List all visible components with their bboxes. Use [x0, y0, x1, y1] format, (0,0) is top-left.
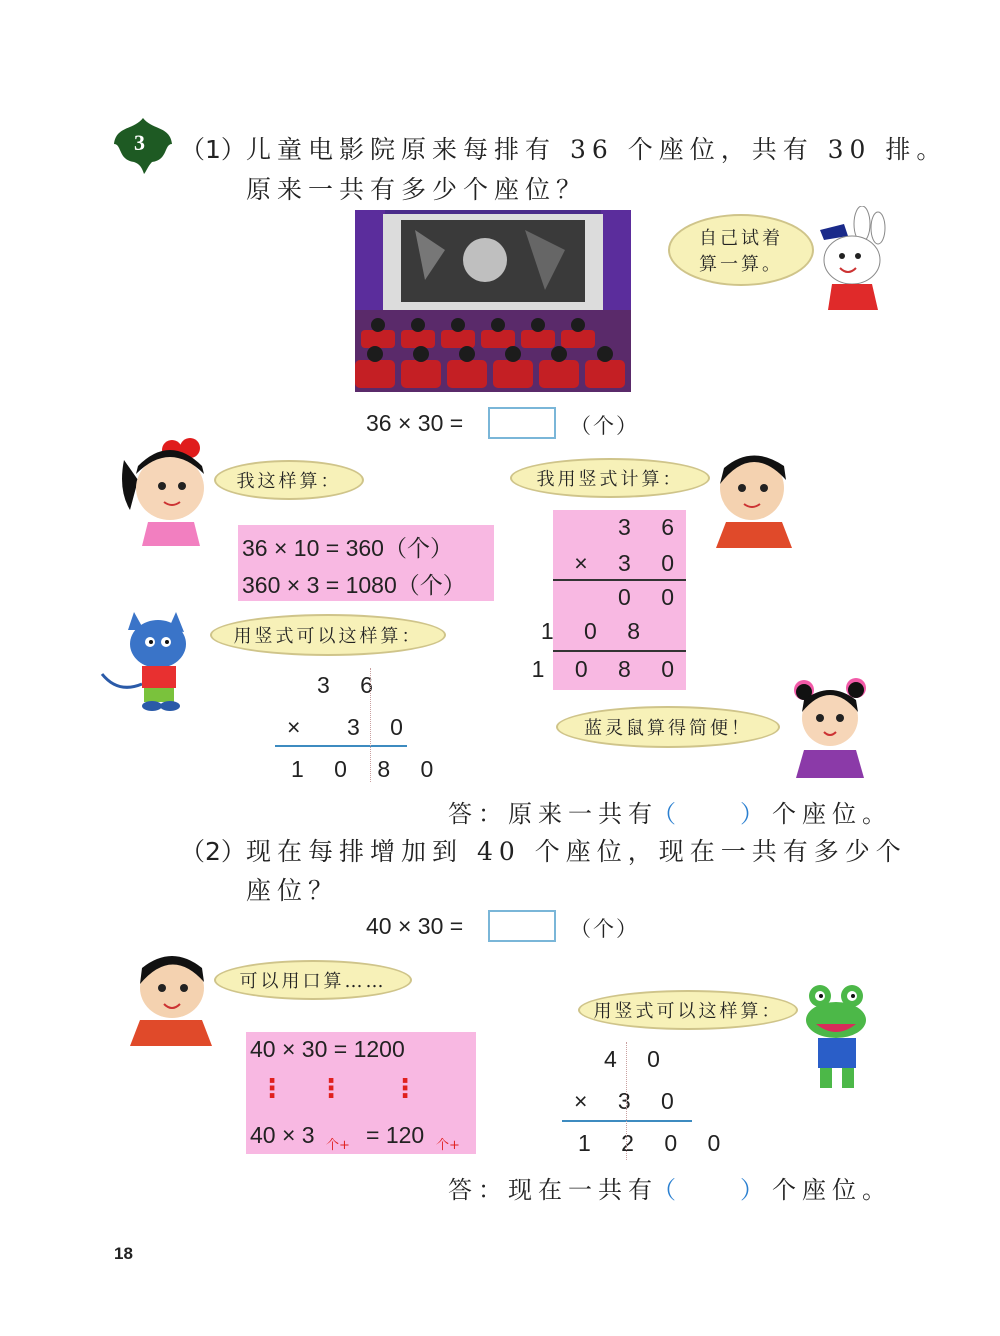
problem-number-leaf-icon [112, 116, 174, 176]
rabbit-bubble-line2: 算一算。 [699, 254, 783, 275]
cinema-illustration [355, 210, 631, 392]
problem-number: 3 [134, 130, 145, 155]
page-number: 18 [114, 1244, 133, 1263]
equation1-left: 36 × 30 = [366, 410, 464, 436]
part2-line1: 现在每排增加到 40 个座位，现在一共有多少个 [246, 837, 907, 866]
answer2-blank[interactable] [684, 1172, 740, 1200]
girl-speech-bubble: 我这样算： [214, 460, 364, 500]
cat-vertical-line [275, 745, 407, 747]
boy-vertical-row4: 1 0 8 [540, 618, 652, 644]
equation2-left: 40 × 30 = [366, 913, 464, 939]
frog-vertical-row1: 4 0 [604, 1046, 672, 1072]
equation1-unit: （个） [570, 414, 639, 438]
part1-line2: 原来一共有多少个座位？ [246, 175, 588, 204]
equation2-unit: （个） [570, 917, 639, 941]
oral-calc-line1: 40 × 30 = 1200 [250, 1036, 405, 1062]
frog-vertical-calc [562, 1042, 733, 1162]
answer1-prefix: 答：原来一共有 [448, 800, 658, 828]
frog-vertical-row2: × 3 0 [574, 1088, 686, 1114]
rabbit-character-icon [812, 206, 892, 314]
cat-character-icon [98, 604, 208, 712]
oral-calc-line2-left: 40 × 3 [250, 1122, 315, 1148]
answer2-paren-open: （ [652, 1176, 676, 1204]
answer1-paren-open: （ [652, 800, 676, 828]
answer2-prefix: 答：现在一共有 [448, 1176, 658, 1204]
boy-vertical-row5: 1 0 8 0 [531, 656, 686, 682]
oral-calc-line2-right: = 120 [366, 1122, 425, 1148]
boy2-speech-bubble: 可以用口算…… [214, 960, 412, 1000]
boy-vertical-line2 [553, 650, 686, 652]
frog-vertical-divider [626, 1042, 627, 1160]
equation1-answer-box[interactable] [488, 407, 556, 439]
rabbit-bubble-line1: 自己试着 [699, 228, 783, 249]
equation2-answer-box[interactable] [488, 910, 556, 942]
oral-calc-dots3: ⋮ [392, 1074, 418, 1104]
girl-calc-line2: 360 × 3 = 1080（个） [242, 572, 466, 598]
boy-vertical-row2: × 3 0 [574, 550, 686, 576]
part1-label: （1） [180, 135, 246, 164]
boy-vertical-line1 [553, 579, 686, 581]
answer1-paren-close: ） [740, 800, 764, 828]
cat-vertical-divider [370, 668, 371, 782]
boy-vertical-row1: 3 6 [618, 514, 686, 540]
cat-vertical-mult: × [287, 714, 313, 740]
cat-vertical-row2: 3 0 [347, 714, 415, 740]
boy-speech-bubble: 我用竖式计算： [510, 458, 710, 498]
frog-character-icon [800, 982, 874, 1090]
cat-vertical-calc [275, 668, 446, 788]
part2-line2: 座位？ [246, 876, 340, 905]
girl-character-icon [114, 430, 210, 546]
cat-vertical-row1: 3 6 [317, 672, 385, 698]
answer2-paren-close: ） [740, 1176, 764, 1204]
boy-vertical-calc [531, 510, 686, 690]
boy2-character-icon [128, 946, 214, 1046]
girl-calc-line1: 36 × 10 = 360（个） [242, 535, 453, 561]
oral-calc-dots1: ⋮ [259, 1074, 285, 1104]
rabbit-speech-bubble [668, 214, 814, 286]
girl2-character-icon [790, 672, 872, 778]
oral-calc-line2-sub1: 个+ [326, 1138, 350, 1153]
cat-speech-bubble: 用竖式可以这样算： [210, 614, 446, 656]
part2-label: （2） [180, 837, 246, 866]
oral-calc-line2-sub2: 个+ [436, 1138, 460, 1153]
frog-speech-bubble: 用竖式可以这样算： [578, 990, 798, 1030]
cat-vertical-row3: 1 0 8 0 [291, 756, 446, 782]
frog-vertical-line [562, 1120, 692, 1122]
girl2-speech-bubble: 蓝灵鼠算得简便！ [556, 706, 780, 748]
oral-calc-dots2: ⋮ [318, 1074, 344, 1104]
part1-line1: 儿童电影院原来每排有 36 个座位，共有 30 排。 [246, 135, 948, 164]
boy-character-icon [712, 444, 800, 548]
answer1-suffix: 个座位。 [772, 800, 892, 828]
boy-vertical-row3: 0 0 [618, 584, 686, 610]
answer1-blank[interactable] [684, 796, 740, 824]
answer2-suffix: 个座位。 [772, 1176, 892, 1204]
frog-vertical-row3: 1 2 0 0 [578, 1130, 733, 1156]
